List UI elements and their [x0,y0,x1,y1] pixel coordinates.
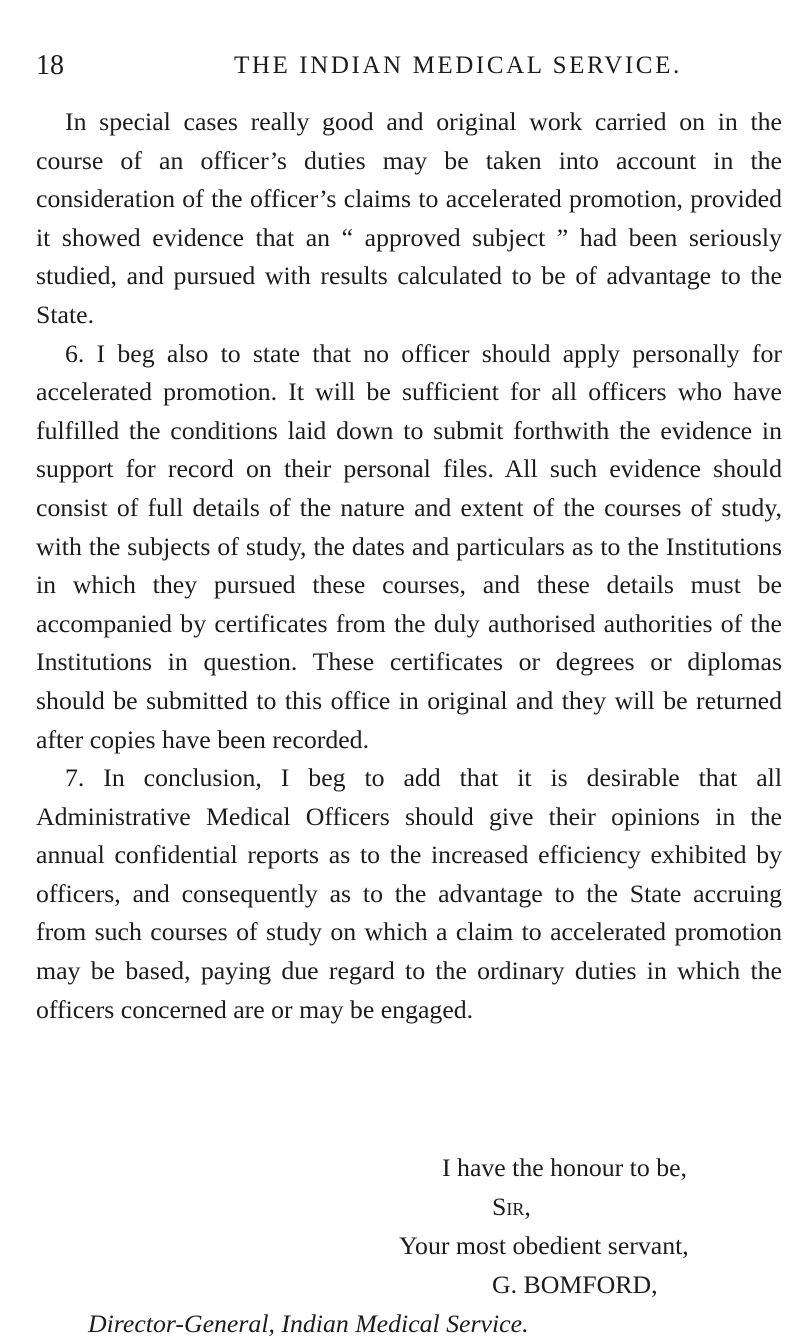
closing-honour-line: I have the honour to be, [442,1153,687,1182]
body-text [36,103,782,1029]
page-number: 18 [36,50,64,81]
signatory-title: Director-General, Indian Medical Service. [88,1309,529,1338]
letter-closing [36,1148,782,1343]
closing-salutation: Sir, [492,1192,531,1221]
paragraph-7: 7. In conclusion, I beg to add that it is desirable that all Administrative Medical Officers should give their opinions in the annual confidential reports as to the increased efficiency exhibited by officers, and consequently as to the advantage to the State accruing from such courses of study on which a claim to accelerated promotion may be based, paying due regard to the ordinary duties in which the officers concerned are or may be engaged. [36,763,782,1024]
closing-servant-line: Your most obedient servant, [399,1231,689,1260]
paragraph-special-cases: In special cases really good and original work carried on in the course of an officer’s duties may be taken into account in the consideration of the officer’s claims to accelerated promotion, provided it showed evidence that an “ approved subject ” had been seriously studied, and pursued with results calculated to be of advantage to the State. [36,107,782,329]
running-title: THE INDIAN MEDICAL SERVICE. [234,52,682,79]
paragraph-6: 6. I beg also to state that no officer should apply personally for accelerated promotion. It will be sufficient for all officers who have fulfilled the conditions laid down to submit forthwith the evidence in support for record on their personal files. All such evidence should consist of full details of the nature and extent of the courses of study, with the subjects of study, the dates and particulars as to the Institutions in which they pursued these courses, and these details must be accompanied by certificates from the duly authorised authorities of the Institutions in question. These certificates or degrees or diplomas should be submitted to this office in original and they will be returned after copies have been recorded. [36,338,782,754]
signatory-name: G. BOMFORD, [492,1270,658,1299]
running-head [36,48,776,84]
